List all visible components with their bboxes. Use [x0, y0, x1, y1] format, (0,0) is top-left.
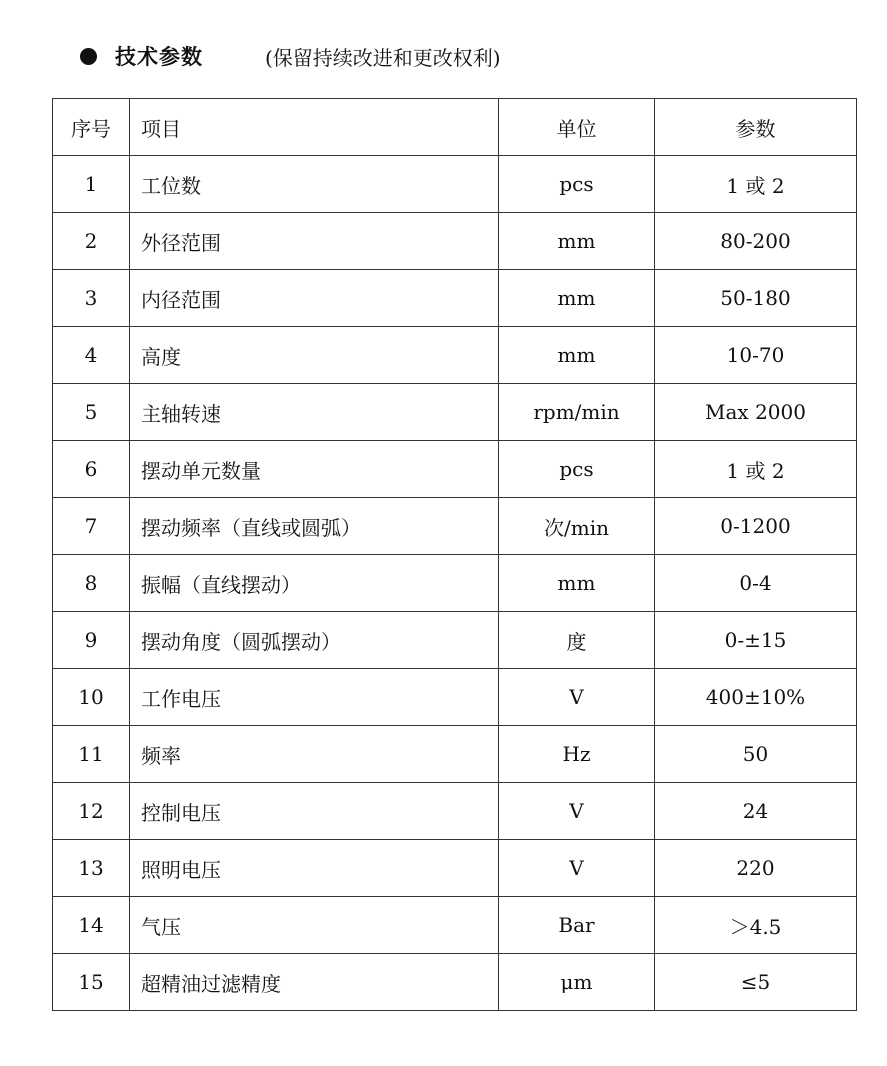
row-no: 4: [53, 327, 130, 384]
row-item: 摆动角度（圆弧摆动）: [130, 612, 499, 669]
table-row: [53, 783, 857, 840]
row-no: 14: [53, 897, 130, 954]
row-unit: pcs: [499, 441, 655, 498]
row-no: 5: [53, 384, 130, 441]
table-row: [53, 840, 857, 897]
row-no: 7: [53, 498, 130, 555]
column-header-item: 项目: [130, 99, 499, 156]
row-item: 工作电压: [130, 669, 499, 726]
rights-note: (保留持续改进和更改权利): [265, 45, 501, 70]
row-value: 24: [655, 783, 857, 840]
row-no: 2: [53, 213, 130, 270]
row-no: 8: [53, 555, 130, 612]
row-value: 400±10%: [655, 669, 857, 726]
row-value: 50: [655, 726, 857, 783]
table-row: [53, 726, 857, 783]
table-row: [53, 612, 857, 669]
row-value: 1 或 2: [655, 441, 857, 498]
row-item: 内径范围: [130, 270, 499, 327]
row-item: 控制电压: [130, 783, 499, 840]
row-unit: mm: [499, 327, 655, 384]
column-header-no: 序号: [53, 99, 130, 156]
row-item: 振幅（直线摆动）: [130, 555, 499, 612]
row-value: 1 或 2: [655, 156, 857, 213]
row-item: 摆动频率（直线或圆弧）: [130, 498, 499, 555]
row-value: Max 2000: [655, 384, 857, 441]
table-row: [53, 555, 857, 612]
row-unit: mm: [499, 270, 655, 327]
row-no: 13: [53, 840, 130, 897]
row-unit: μm: [499, 954, 655, 1011]
table-row: [53, 384, 857, 441]
row-unit: V: [499, 669, 655, 726]
row-unit: mm: [499, 213, 655, 270]
row-no: 9: [53, 612, 130, 669]
row-unit: mm: [499, 555, 655, 612]
row-item: 摆动单元数量: [130, 441, 499, 498]
table-row: [53, 669, 857, 726]
row-no: 12: [53, 783, 130, 840]
row-unit: V: [499, 840, 655, 897]
row-unit: Bar: [499, 897, 655, 954]
table-row: [53, 498, 857, 555]
row-value: 80-200: [655, 213, 857, 270]
row-value: 220: [655, 840, 857, 897]
header-row: [53, 99, 857, 156]
row-item: 高度: [130, 327, 499, 384]
column-header-value: 参数: [655, 99, 857, 156]
row-unit: 度: [499, 612, 655, 669]
row-no: 11: [53, 726, 130, 783]
table-row: [53, 441, 857, 498]
row-item: 工位数: [130, 156, 499, 213]
row-no: 15: [53, 954, 130, 1011]
row-value: 0-1200: [655, 498, 857, 555]
row-unit: V: [499, 783, 655, 840]
section-title: 技术参数: [115, 45, 203, 69]
row-no: 1: [53, 156, 130, 213]
row-unit: Hz: [499, 726, 655, 783]
row-value: ＞4.5: [655, 897, 857, 954]
row-value: 0-±15: [655, 612, 857, 669]
row-item: 主轴转速: [130, 384, 499, 441]
row-unit: pcs: [499, 156, 655, 213]
row-unit: rpm/min: [499, 384, 655, 441]
row-value: 0-4: [655, 555, 857, 612]
row-item: 气压: [130, 897, 499, 954]
section-heading: [80, 38, 501, 74]
row-value: 50-180: [655, 270, 857, 327]
row-item: 超精油过滤精度: [130, 954, 499, 1011]
row-no: 10: [53, 669, 130, 726]
bullet-icon: [80, 48, 97, 65]
table-row: [53, 156, 857, 213]
row-unit: 次/min: [499, 498, 655, 555]
row-item: 照明电压: [130, 840, 499, 897]
row-item: 频率: [130, 726, 499, 783]
table-row: [53, 954, 857, 1011]
column-header-unit: 单位: [499, 99, 655, 156]
spec-table: [52, 98, 857, 1011]
row-no: 3: [53, 270, 130, 327]
row-item: 外径范围: [130, 213, 499, 270]
table-row: [53, 213, 857, 270]
table-row: [53, 897, 857, 954]
table-row: [53, 327, 857, 384]
row-value: ≤5: [655, 954, 857, 1011]
row-no: 6: [53, 441, 130, 498]
row-value: 10-70: [655, 327, 857, 384]
table-row: [53, 270, 857, 327]
